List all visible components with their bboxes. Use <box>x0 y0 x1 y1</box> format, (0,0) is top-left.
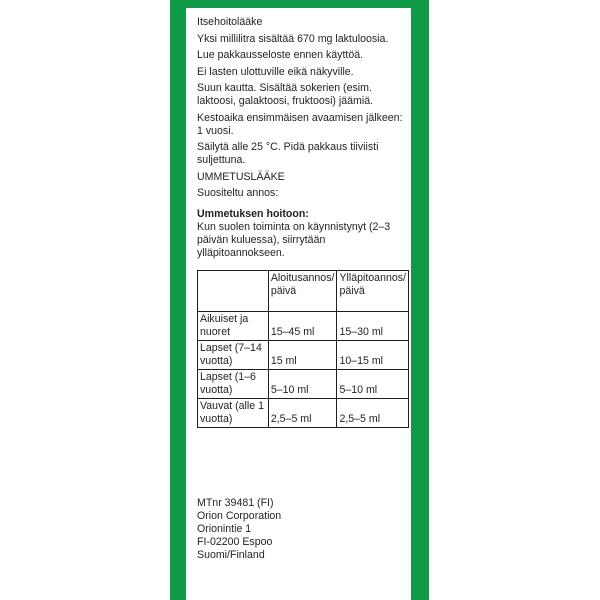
dosage-initial-cell: 2,5–5 ml <box>268 399 337 428</box>
manufacturer-street: Orionintie 1 <box>197 523 252 535</box>
dosage-maintenance-cell: 10–15 ml <box>337 341 409 370</box>
dosage-table <box>197 270 409 428</box>
label-line-otc: Itsehoitolääke <box>197 16 263 28</box>
label-line-shelf-life: Kestoaika ensimmäisen avaamisen jälkeen: 1 vuosi. <box>197 111 403 137</box>
table-row <box>198 312 409 341</box>
dosage-group-cell: Aikuiset ja nuoret <box>198 312 269 341</box>
manufacturer-name: Orion Corporation <box>197 510 282 522</box>
label-line-category: UMMETUSLÄÄKE <box>197 170 285 183</box>
manufacturer-postal: FI-02200 Espoo <box>197 536 273 548</box>
dosage-table-header-row <box>198 271 409 312</box>
marketing-authorisation-number: MTnr 39481 (FI) <box>197 497 274 509</box>
dosage-group-cell: Lapset (7–14 vuotta) <box>198 341 269 370</box>
treatment-text: Kun suolen toiminta on käynnistynyt (2–3 päivän kuluessa), siirrytään ylläpitoannokseen. <box>197 221 391 259</box>
label-line-composition: Yksi millilitra sisältää 670 mg laktuloosia. <box>197 32 389 45</box>
dosage-header-empty <box>198 271 269 312</box>
dosage-header-maintenance: Ylläpitoannos/ päivä <box>337 271 409 312</box>
label-line-read-leaflet: Lue pakkausseloste ennen käyttöä. <box>197 49 364 61</box>
table-row <box>198 341 409 370</box>
dosage-group-cell: Lapset (1–6 vuotta) <box>198 370 269 399</box>
dosage-initial-cell: 15–45 ml <box>268 312 337 341</box>
label-line-storage: Säilytä alle 25 °C. Pidä pakkaus tiiviisti suljettuna. <box>197 141 379 166</box>
manufacturer-country: Suomi/Finland <box>197 549 265 561</box>
dosage-maintenance-cell: 5–10 ml <box>337 370 409 399</box>
table-row <box>198 370 409 399</box>
dosage-group-cell: Vauvat (alle 1 vuotta) <box>198 399 269 428</box>
label-line-oral-use: Suun kautta. Sisältää sokerien (esim. laktoosi, galaktoosi, fruktoosi) jäämiä. <box>197 82 374 107</box>
label-panel <box>186 8 411 600</box>
label-line-keep-away: Ei lasten ulottuville eikä näkyville. <box>197 65 354 78</box>
dosage-initial-cell: 15 ml <box>268 341 337 370</box>
dosage-header-initial: Aloitusannos/ päivä <box>268 271 337 312</box>
label-text-block <box>197 16 409 428</box>
treatment-heading: Ummetuksen hoitoon: <box>197 208 309 220</box>
dosage-maintenance-cell: 15–30 ml <box>337 312 409 341</box>
manufacturer-address <box>197 497 409 562</box>
dosage-maintenance-cell: 2,5–5 ml <box>337 399 409 428</box>
label-line-dose-intro: Suositeltu annos: <box>197 187 279 199</box>
table-row <box>198 399 409 428</box>
dosage-initial-cell: 5–10 ml <box>268 370 337 399</box>
